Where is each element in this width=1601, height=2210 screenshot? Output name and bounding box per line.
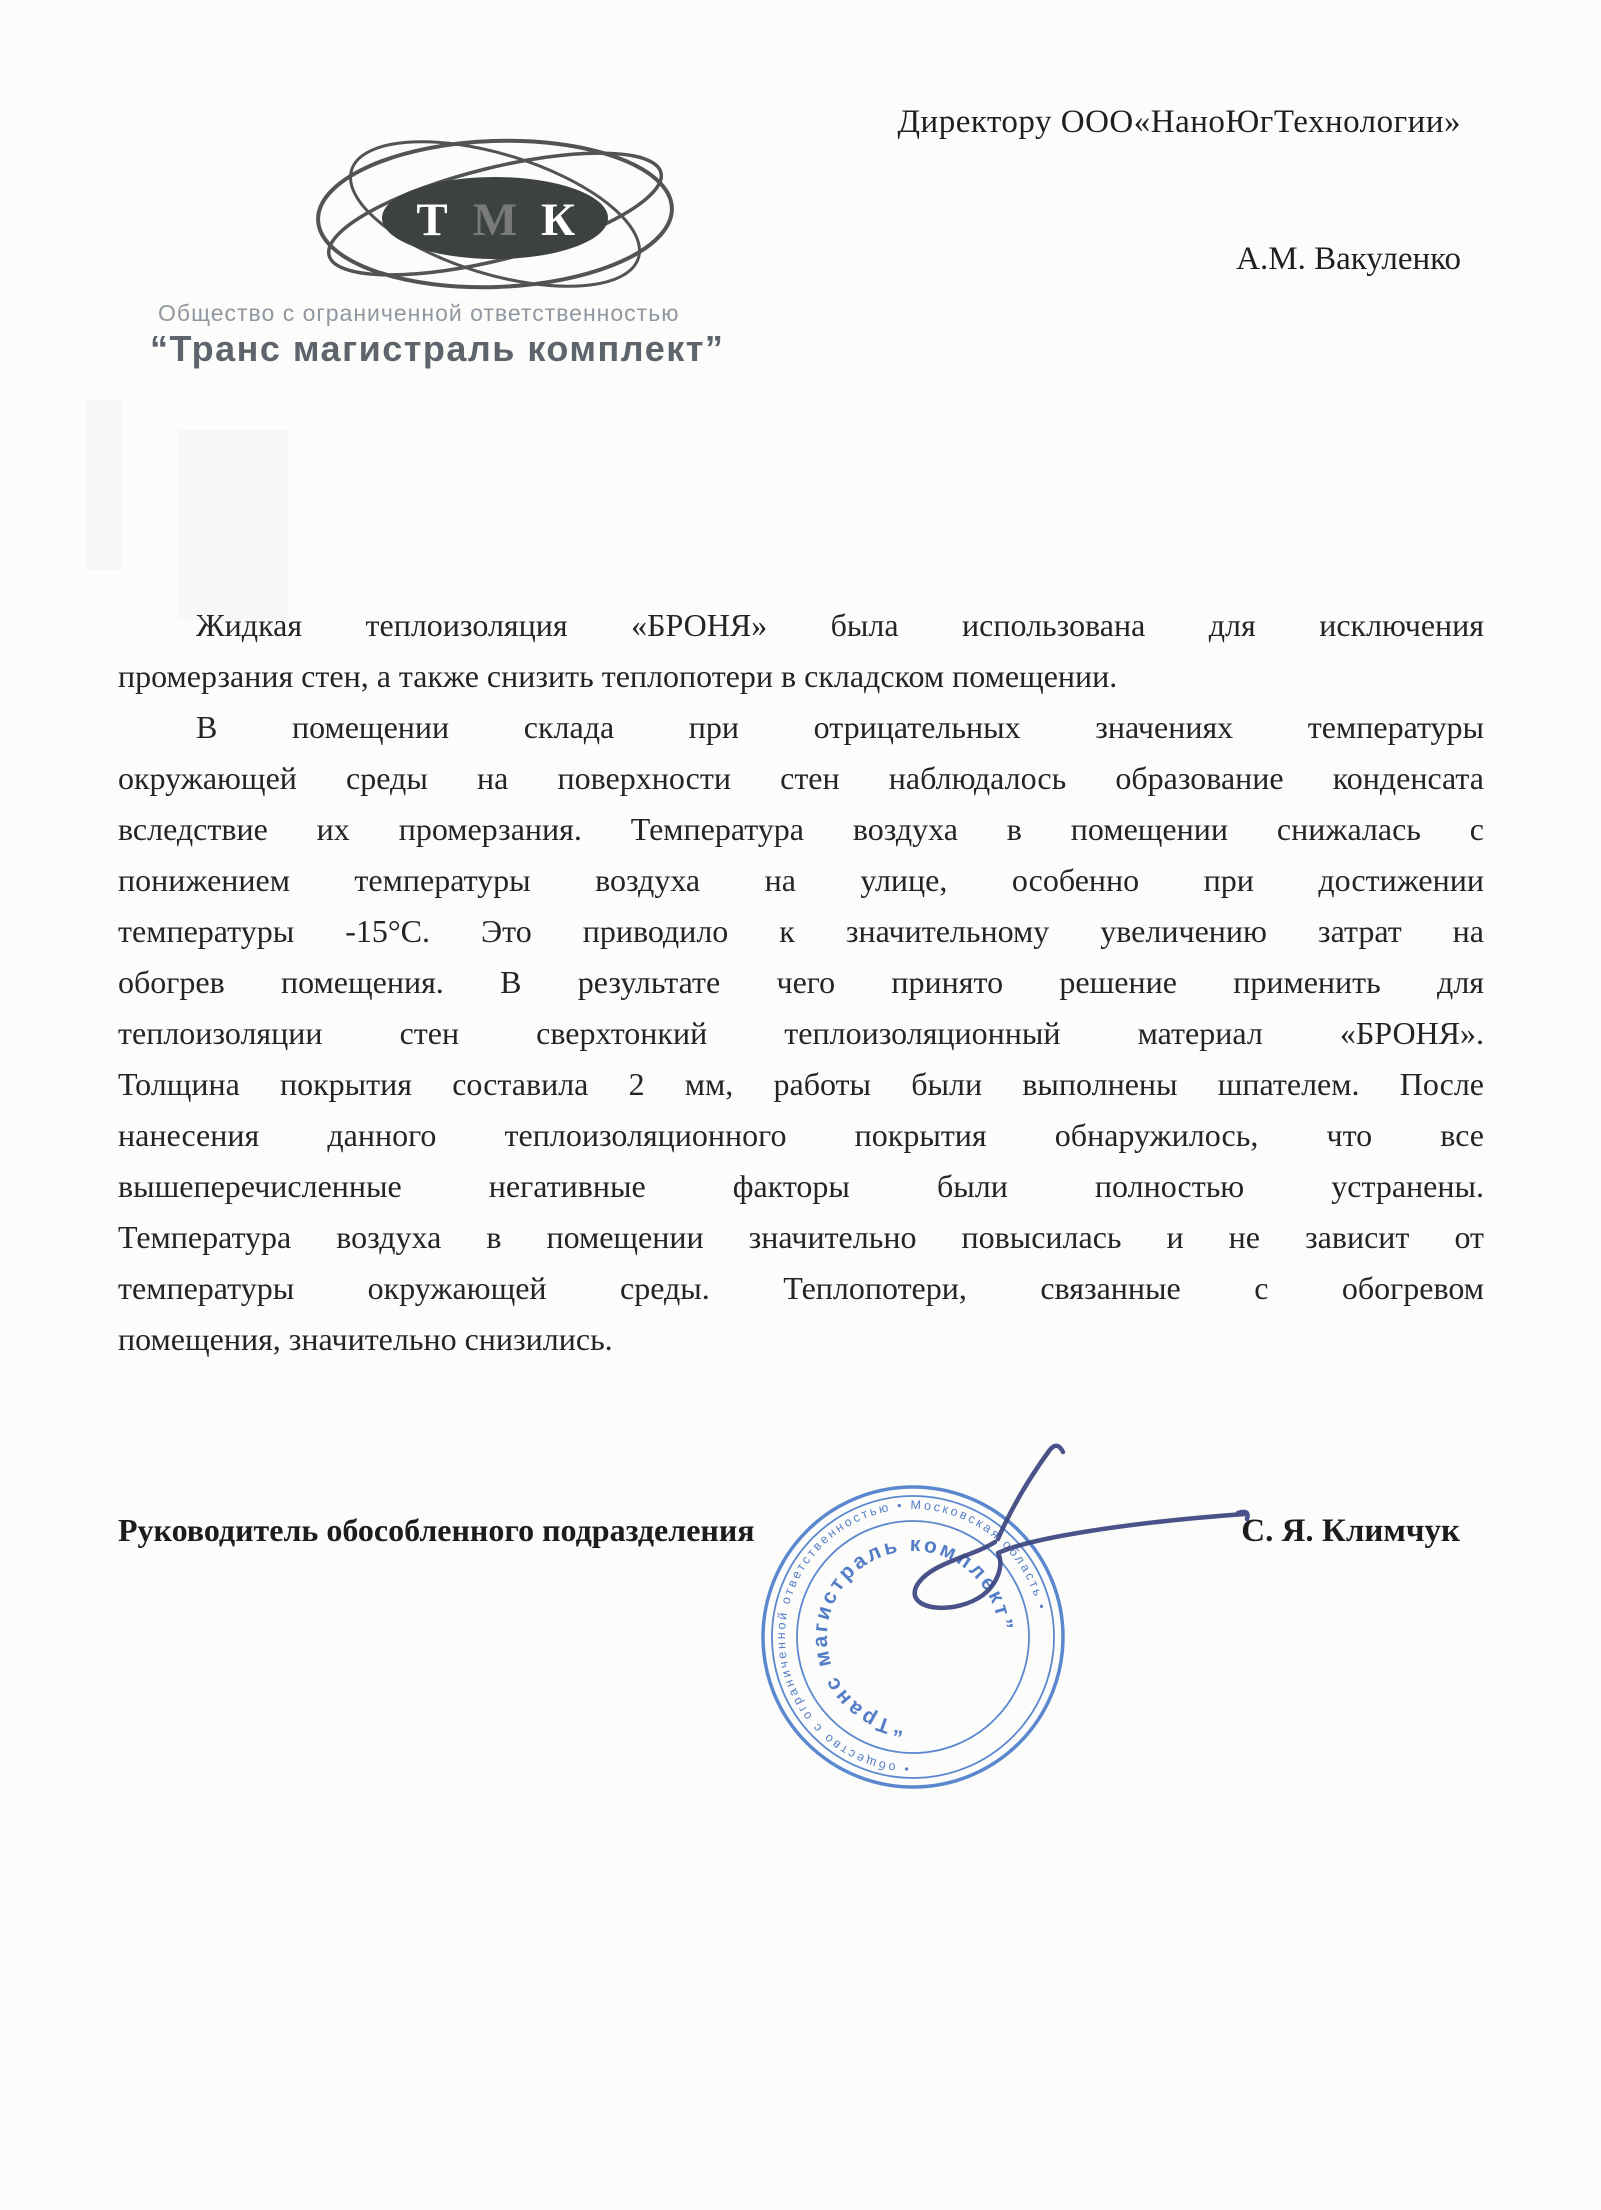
company-name: “Транс магистраль комплект” — [150, 328, 725, 369]
body-line: понижением температуры воздуха на улице, особенно при достижении — [118, 862, 1484, 898]
logo-letter-m: М — [472, 194, 518, 246]
company-logo — [305, 118, 683, 310]
org-type-line: Общество с ограниченной ответственностью — [158, 300, 680, 326]
stamp-outer-text: • общество с ограниченной ответственностью • Московская область • — [773, 1497, 1050, 1776]
logo-letter-t: Т — [416, 194, 448, 246]
scan-artifact — [85, 400, 123, 570]
body-line: Температура воздуха в помещении значительно повысилась и не зависит от — [118, 1219, 1484, 1255]
signature-stroke — [998, 1446, 1063, 1539]
body-line: помещения, значительно снизились. — [118, 1321, 613, 1357]
recipient-line: Директору ООО«НаноЮгТехнологии» — [897, 104, 1461, 140]
body-line: температуры окружающей среды. Теплопотери, связанные с обогревом — [118, 1270, 1484, 1306]
body-line: В помещении склада при отрицательных значениях температуры — [196, 709, 1484, 745]
handwritten-signature — [880, 1415, 1280, 1635]
logo-letter-k: К — [540, 194, 576, 246]
signature-stroke — [915, 1514, 1245, 1608]
body-line: окружающей среды на поверхности стен наблюдалось образование конденсата — [118, 760, 1484, 796]
body-line: промерзания стен, а также снизить теплопотери в складском помещении. — [118, 658, 1118, 694]
recipient-name: А.М. Вакуленко — [1236, 241, 1461, 277]
scan-artifact — [178, 430, 288, 620]
recipient-block — [898, 104, 1461, 278]
body-line: обогрев помещения. В результате чего принято решение применить для — [118, 964, 1484, 1000]
body-line: Толщина покрытия составила 2 мм, работы были выполнены шпателем. После — [118, 1066, 1484, 1102]
position-title: Руководитель обособленного подразделения — [118, 1512, 755, 1548]
body-text — [118, 600, 1484, 1365]
body-line: нанесения данного теплоизоляционного покрытия обнаружилось, что все — [118, 1117, 1484, 1153]
body-line: температуры -15°С. Это приводило к значительному увеличению затрат на — [118, 913, 1484, 949]
body-line: Жидкая теплоизоляция «БРОНЯ» была использована для исключения — [196, 607, 1484, 643]
body-line: теплоизоляции стен сверхтонкий теплоизоляционный материал «БРОНЯ». — [118, 1015, 1484, 1051]
body-line: вышеперечисленные негативные факторы были полностью устранены. — [118, 1168, 1484, 1204]
stamp-inner-text: “Транс магистраль комплект” — [808, 1532, 1018, 1741]
body-line: вследствие их промерзания. Температура воздуха в помещении снижалась с — [118, 811, 1484, 847]
signer-name: С. Я. Климчук — [1241, 1513, 1460, 1549]
